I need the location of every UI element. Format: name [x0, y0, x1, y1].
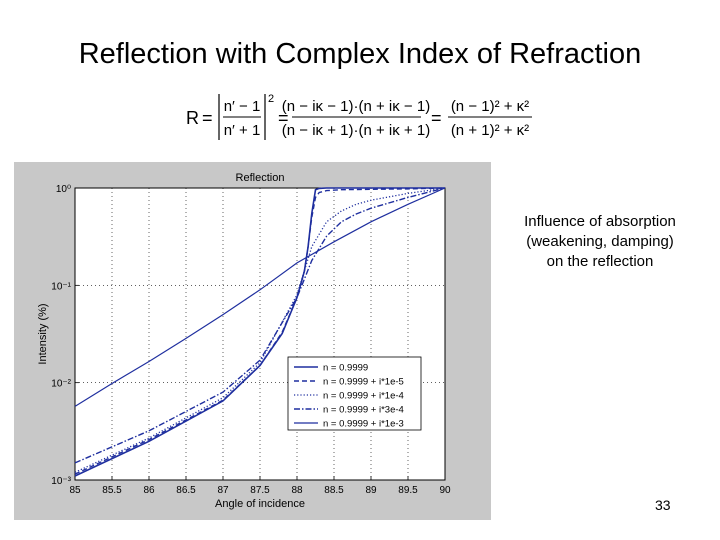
formula-square: 2 — [268, 93, 275, 105]
y-axis-label: Intensity (%) — [37, 303, 49, 365]
x-tick-label: 89.5 — [398, 485, 418, 496]
legend-label-3: n = 0.9999 + i*1e-4 — [323, 390, 404, 402]
plot-panel — [14, 162, 491, 520]
x-tick-label: 87 — [217, 485, 229, 496]
formula-eq-2: = — [278, 108, 289, 128]
legend — [288, 357, 421, 430]
formula-abs-denominator: n′ + 1 — [223, 122, 261, 139]
x-tick-label: 90 — [439, 485, 451, 496]
formula-rhs-denominator: (n + 1)² + κ² — [450, 122, 530, 139]
formula-lhs: R — [186, 108, 199, 128]
formula-eq-1: = — [202, 108, 213, 128]
slide-title: Reflection with Complex Index of Refraction — [78, 38, 642, 70]
y-tick-label: 10⁰ — [55, 184, 71, 195]
chart-title: Reflection — [235, 172, 285, 184]
x-tick-label: 88 — [291, 485, 303, 496]
legend-label-1: n = 0.9999 — [323, 362, 369, 374]
legend-label-4: n = 0.9999 + i*3e-4 — [323, 404, 404, 416]
formula-rhs-numerator: (n − 1)² + κ² — [450, 98, 530, 115]
x-tick-label: 86 — [143, 485, 155, 496]
x-tick-label: 85.5 — [102, 485, 122, 496]
side-note-line-2: (weakening, damping) — [526, 233, 674, 250]
x-tick-label: 87.5 — [250, 485, 270, 496]
legend-label-5: n = 0.9999 + i*1e-3 — [323, 418, 404, 430]
formula-mid-denominator: (n − iκ + 1)·(n + iκ + 1) — [281, 122, 431, 139]
formula-mid-numerator: (n − iκ − 1)·(n + iκ − 1) — [281, 98, 431, 115]
x-axis-label: Angle of incidence — [215, 498, 305, 510]
page-number: 33 — [655, 497, 671, 513]
y-tick-label: 10⁻³ — [51, 476, 71, 487]
side-note-line-3: on the reflection — [546, 253, 654, 270]
x-tick-label: 85 — [69, 485, 81, 496]
side-note — [500, 212, 700, 272]
x-tick-label: 88.5 — [324, 485, 344, 496]
x-tick-label: 89 — [365, 485, 377, 496]
side-note-line-1: Influence of absorption — [524, 213, 676, 230]
legend-label-2: n = 0.9999 + i*1e-5 — [323, 376, 404, 388]
y-tick-label: 10⁻² — [51, 378, 71, 390]
formula-eq-3: = — [431, 108, 442, 128]
formula-abs-numerator: n′ − 1 — [223, 98, 261, 115]
reflectance-formula — [180, 90, 540, 146]
x-tick-label: 86.5 — [176, 485, 196, 496]
reflection-chart — [14, 162, 491, 520]
y-tick-label: 10⁻¹ — [51, 281, 71, 293]
